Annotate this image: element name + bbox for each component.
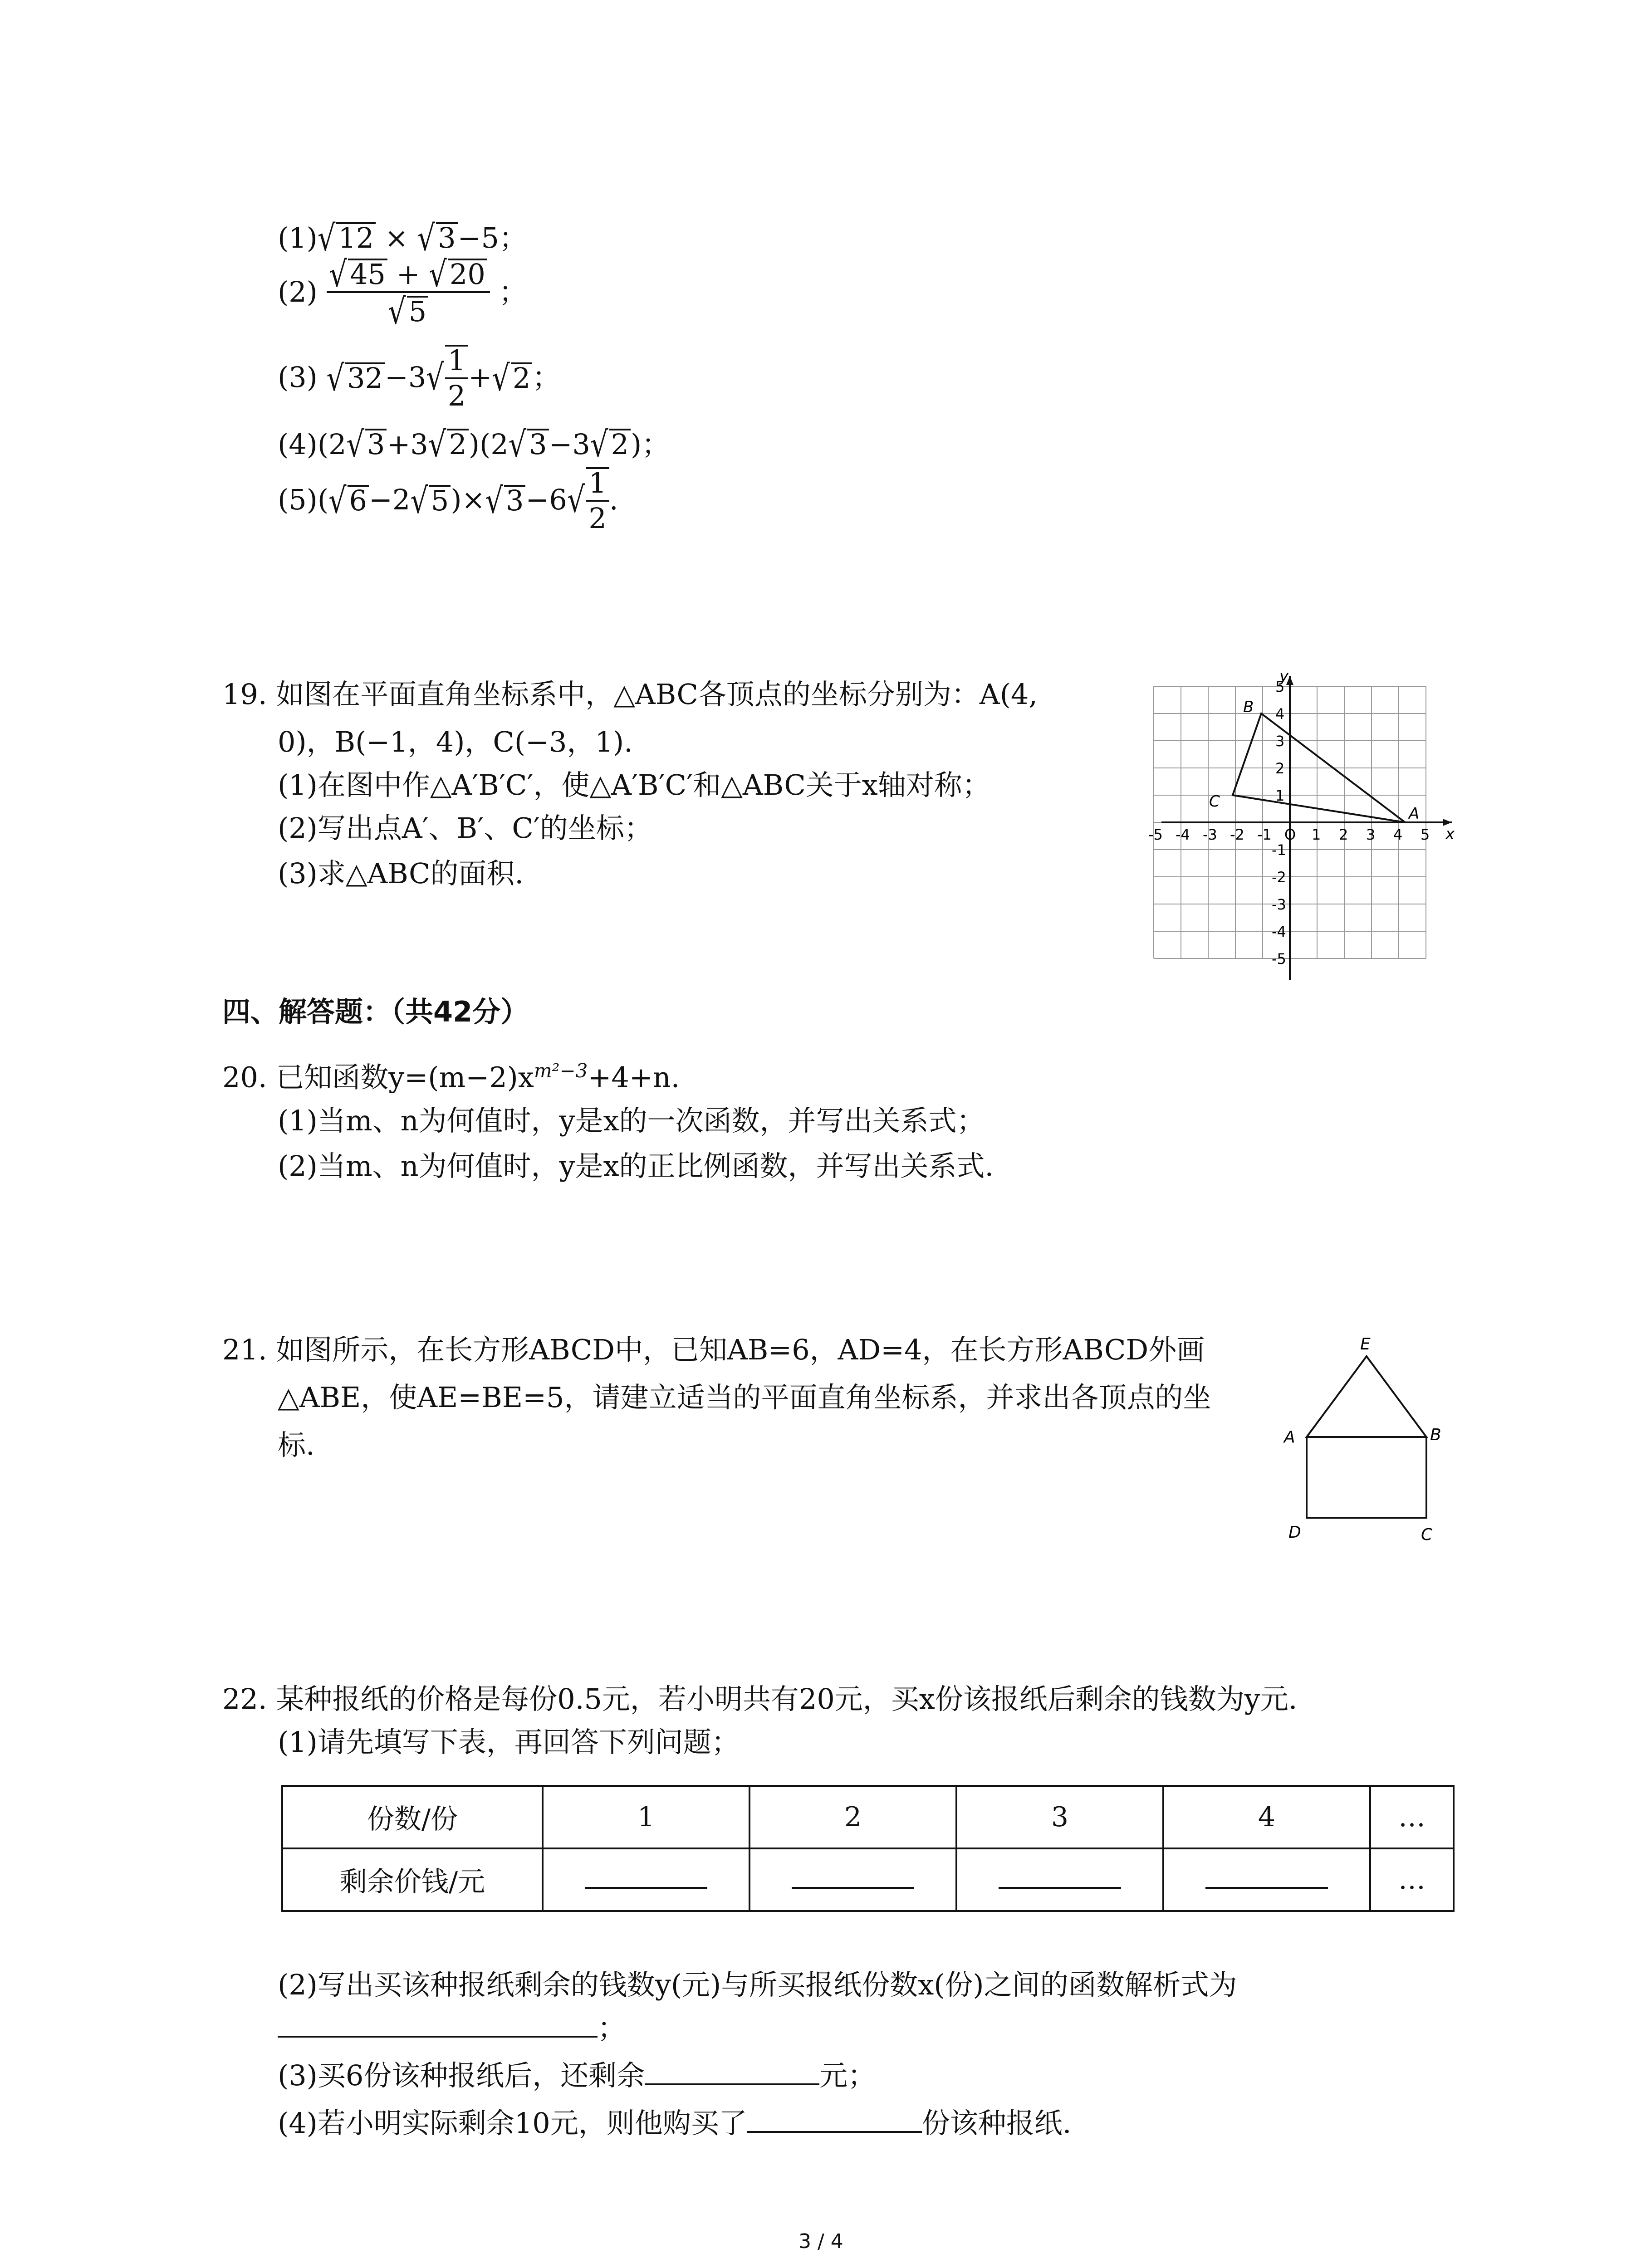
radicand: 45 <box>348 259 387 288</box>
q18-part1 <box>278 217 528 259</box>
denominator: √5 <box>385 293 431 326</box>
q18-p5-mid1: −2 <box>368 483 411 516</box>
times-sign: × <box>384 221 408 254</box>
q19-part1: (1)在图中作△A′B′C′，使△A′B′C′和△ABC关于x轴对称； <box>278 768 990 802</box>
answer-cell[interactable] <box>543 1848 749 1911</box>
y-tick-label: -5 <box>1272 950 1286 968</box>
q22-part2: (2)写出买该种报纸剩余的钱数y(元)与所买报纸份数x(份)之间的函数解析式为 <box>278 1968 1237 2001</box>
radicand: 6 <box>348 485 369 515</box>
y-tick-label: 5 <box>1275 678 1285 695</box>
plus-sign: + <box>396 258 420 291</box>
q19-line1: 19. 如图在平面直角坐标系中，△ABC各顶点的坐标分别为：A(4, <box>222 678 1038 711</box>
table-cell: 1 <box>543 1786 749 1848</box>
q18-part5: (5)(√6−2√5)×√3−6√ $\frac{1}{2}$ . <box>278 466 618 535</box>
radicand: 3 <box>504 485 525 515</box>
answer-blank[interactable] <box>278 2014 598 2038</box>
y-tick-label: 3 <box>1275 733 1285 750</box>
row-header: 份数/份 <box>282 1786 543 1848</box>
y-axis-label: y <box>1279 667 1289 685</box>
label-c: C <box>1209 792 1220 811</box>
radicand: 3 <box>365 429 387 459</box>
x-tick-label: -1 <box>1257 826 1272 843</box>
q18-p2-tail: ； <box>499 275 527 308</box>
q22-part1: (1)请先填写下表，再回答下列问题； <box>278 1725 740 1759</box>
table-cell: 2 <box>749 1786 956 1848</box>
q18-p5-label: (5)( <box>278 483 329 516</box>
q18-p4-label: (4)(2 <box>278 428 347 461</box>
radicand: 12 <box>336 222 376 252</box>
q21-line1: 21. 如图所示，在长方形ABCD中，已知AB=6，AD=4，在长方形ABCD外画 <box>222 1333 1205 1366</box>
q22-part3-pre: (3)买6份该种报纸后，还剩余 <box>278 2059 645 2092</box>
numerator: 1 <box>586 469 609 502</box>
y-tick-label: -3 <box>1272 896 1286 913</box>
label-b: B <box>1430 1426 1441 1444</box>
radicand: 2 <box>511 362 532 392</box>
x-tick-label: -4 <box>1176 826 1190 843</box>
q22-part2-answer <box>278 2011 626 2044</box>
answer-cell[interactable] <box>749 1848 956 1911</box>
x-tick-labels <box>1148 826 1430 843</box>
minus-three: −3 <box>384 361 426 394</box>
q21-line3: 标. <box>278 1428 315 1461</box>
q18-p2-label: (2) <box>278 275 318 308</box>
x-tick-label: -2 <box>1230 826 1244 843</box>
q22-part2-end: ； <box>598 2011 626 2044</box>
x-tick-label: -5 <box>1148 826 1163 843</box>
q21-line2: △ABE，使AE=BE=5，请建立适当的平面直角坐标系，并求出各顶点的坐 <box>278 1381 1211 1414</box>
q18-p1-tail: −5； <box>457 221 528 254</box>
q19-part3: (3)求△ABC的面积. <box>278 857 524 890</box>
q18-part3: (3) √32−3√ $\frac{1}{2}$ +√2； <box>278 344 561 412</box>
q22-part4 <box>278 2107 1072 2140</box>
radicand: 5 <box>429 485 451 515</box>
triangle-abe <box>1307 1356 1426 1437</box>
denominator: 2 <box>447 379 466 412</box>
q18-p4-mid3: −3 <box>549 428 591 461</box>
x-tick-label: 3 <box>1366 826 1376 843</box>
radicand: 5 <box>407 296 428 326</box>
q22-part4-pre: (4)若小明实际剩余10元，则他购买了 <box>278 2107 747 2140</box>
radicand: 20 <box>448 259 487 288</box>
numerator: √45 + √20 <box>327 259 490 293</box>
y-tick-label: 4 <box>1275 705 1285 723</box>
rectangle-triangle-figure <box>1270 1329 1461 1547</box>
x-tick-label: O <box>1284 826 1296 843</box>
q18-p5-tail: . <box>609 483 618 516</box>
label-c: C <box>1421 1525 1433 1544</box>
label-a: A <box>1284 1428 1295 1447</box>
table-cell: 3 <box>956 1786 1163 1848</box>
table-row <box>282 1786 1454 1848</box>
rectangle-abcd <box>1307 1437 1426 1518</box>
sqrt-3: √3 <box>417 222 458 252</box>
answer-blank[interactable] <box>792 1869 914 1889</box>
q18-p3-label: (3) <box>278 361 318 394</box>
radicand: 32 <box>345 362 385 392</box>
q20-num: 20. 已知函数y=(m−2)x <box>222 1061 534 1094</box>
fraction <box>327 253 490 332</box>
answer-blank[interactable] <box>1205 1869 1328 1889</box>
x-tick-label: -3 <box>1203 826 1217 843</box>
q18-part4: (4)(2√3+3√2)(2√3−3√2)； <box>278 423 670 465</box>
row-header: 剩余价钱/元 <box>282 1848 543 1911</box>
table-cell: 4 <box>1163 1786 1370 1848</box>
answer-cell[interactable] <box>956 1848 1163 1911</box>
plus-sign: + <box>468 361 492 394</box>
q22-part3 <box>278 2059 876 2092</box>
x-tick-label: 5 <box>1421 826 1430 843</box>
answer-blank[interactable] <box>999 1869 1121 1889</box>
answer-blank[interactable] <box>585 1869 707 1889</box>
radicand: 3 <box>436 222 457 252</box>
q20-exponent: m²−3 <box>534 1060 588 1082</box>
newspaper-table <box>281 1785 1455 1912</box>
x-tick-label: 4 <box>1393 826 1403 843</box>
page-number: 3 / 4 <box>798 2230 843 2253</box>
q19-part2: (2)写出点A′、B′、C′的坐标； <box>278 811 652 845</box>
sqrt-12: √12 <box>318 222 376 252</box>
radicand: 2 <box>609 429 631 459</box>
fraction-half <box>586 467 609 533</box>
numerator: 1 <box>445 347 468 379</box>
radicand: 3 <box>527 429 549 459</box>
q20-part2: (2)当m、n为何值时，y是x的正比例函数，并写出关系式. <box>278 1149 994 1183</box>
q19-line2: 0)，B(−1，4)，C(−3，1). <box>278 725 633 758</box>
x-axis-label: x <box>1445 825 1455 843</box>
q20-stem <box>222 1061 680 1092</box>
y-tick-label: 1 <box>1275 787 1285 804</box>
q18-p5-mid2: )× <box>451 483 485 516</box>
label-d: D <box>1288 1523 1301 1542</box>
q20-tail: +4+n. <box>588 1061 680 1094</box>
q22-part3-post: 元； <box>819 2059 876 2092</box>
q18-p3-tail: ； <box>532 361 561 394</box>
answer-blank[interactable] <box>747 2109 922 2133</box>
answer-blank[interactable] <box>645 2062 819 2085</box>
q22-part4-post: 份该种报纸. <box>921 2107 1072 2140</box>
table-row <box>282 1848 1454 1911</box>
section-heading: 四、解答题：（共42分） <box>222 995 529 1028</box>
radicand: 2 <box>447 429 468 459</box>
q18-p4-tail: )； <box>630 428 670 461</box>
q18-p1-label: (1) <box>278 221 318 254</box>
table-cell: … <box>1370 1848 1454 1911</box>
label-a: A <box>1409 805 1420 823</box>
x-tick-label: 2 <box>1339 826 1348 843</box>
q18-p4-mid1: +3 <box>387 428 428 461</box>
y-tick-label: -1 <box>1272 841 1286 859</box>
q18-p4-mid2: )(2 <box>468 428 509 461</box>
q18-part2 <box>278 253 527 332</box>
q22-line1: 22. 某种报纸的价格是每份0.5元，若小明共有20元，买x份该报纸后剩余的钱数为y元. <box>222 1682 1298 1716</box>
table-cell: … <box>1370 1786 1454 1848</box>
label-e: E <box>1360 1335 1371 1354</box>
q20-part1: (1)当m、n为何值时，y是x的一次函数，并写出关系式； <box>278 1104 985 1137</box>
y-tick-label: -2 <box>1272 869 1286 886</box>
answer-cell[interactable] <box>1163 1848 1370 1911</box>
x-tick-label: 1 <box>1312 826 1321 843</box>
fraction-half <box>445 345 468 410</box>
y-tick-label: 2 <box>1275 760 1285 777</box>
q18-p5-mid3: −6 <box>525 483 567 516</box>
denominator: 2 <box>588 502 607 535</box>
y-tick-label: -4 <box>1272 923 1286 940</box>
coordinate-grid-figure <box>1148 667 1461 984</box>
label-b: B <box>1243 698 1254 716</box>
